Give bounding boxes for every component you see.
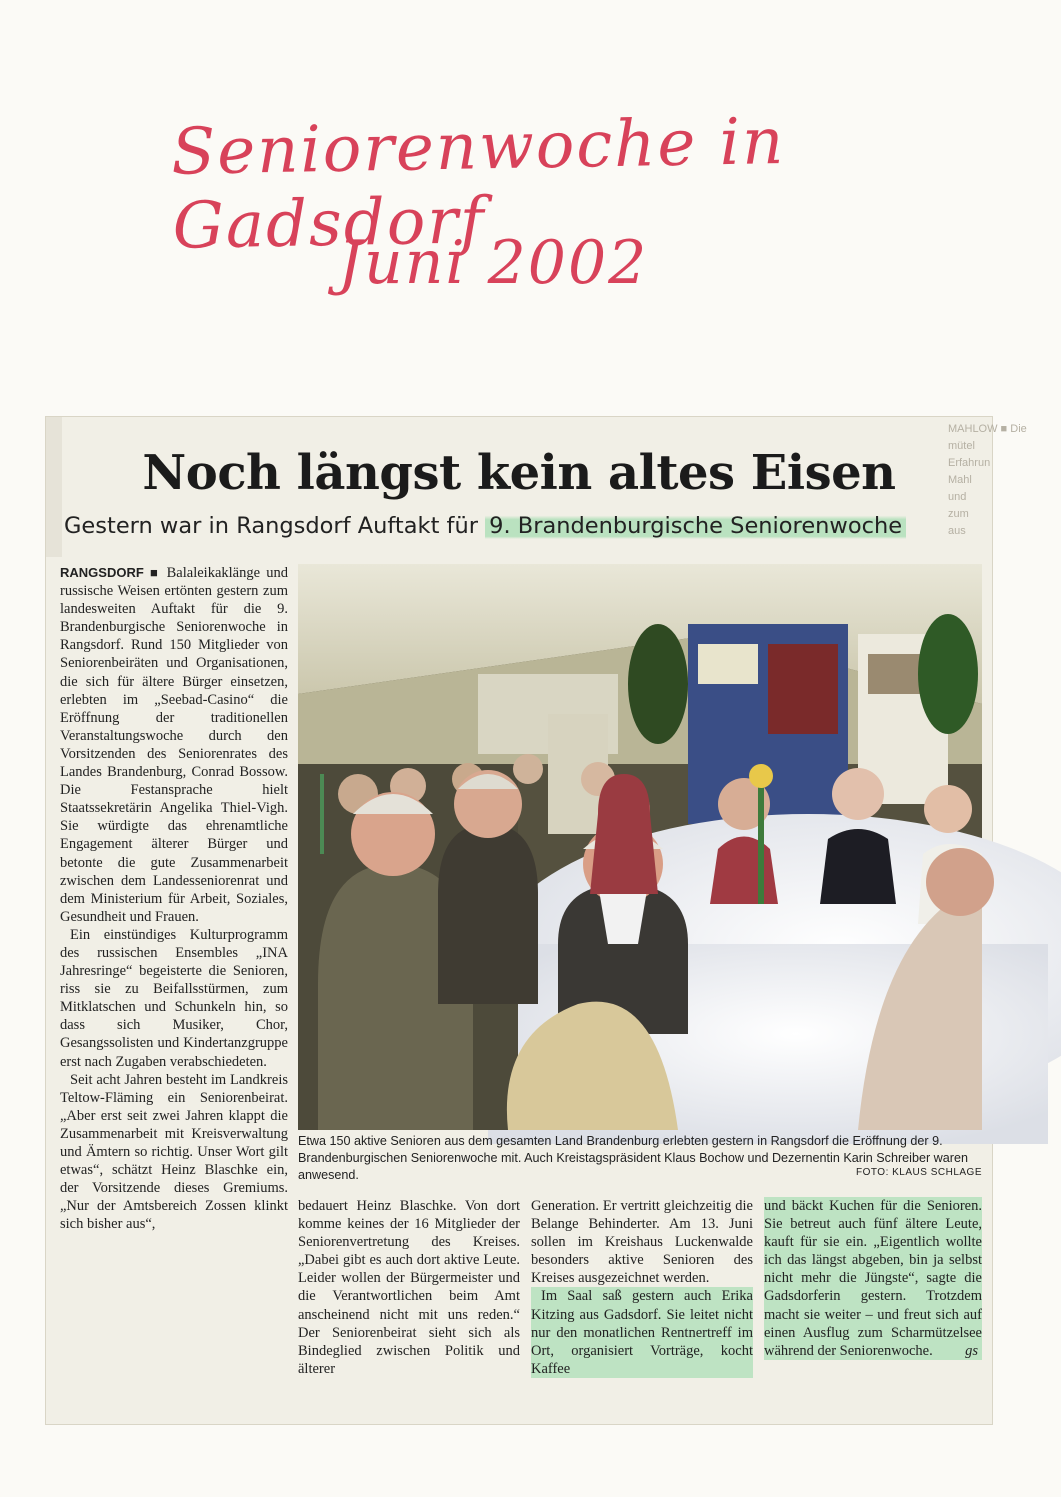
paragraph-6-highlighted: Im Saal saß gestern auch Erika Kitzing aus Gadsdorf. Sie leitet nicht nur den monatlichen Rentnertreff im Ort, organisiert Vorträge, kocht Kaffee xyxy=(531,1288,753,1377)
handwritten-note-title: Seniorenwoche in Gadsdorf xyxy=(170,105,786,264)
photo-senior-audience xyxy=(298,564,982,1130)
paragraph-1: Balaleikaklänge und russische Weisen ertönten gestern zum landesweiten Auftakt für die 9. Brandenburgische Seniorenwoche in Rangsdorf. Rund 150 Mitglieder von Seniorenbeiräten und Organisationen, die sich für ältere Bürger einsetzen, erlebten im „Seebad-Casino“ die Eröffnung der traditionellen Veranstaltungswoche durch den Vorsitzenden des Seniorenrates des Landes Brandenburg, Conrad Bossow. Die Festansprache hielt Staatssekretärin Angelika Thiel-Vigh. Sie würdigte das ehrenamtliche Engagement älterer Bürger und betonte die gute Zusammenarbeit zwischen dem Landesseniorenrat und dem Ministerium für Arbeit, Soziales, Gesundheit und Frauen. xyxy=(60,565,289,925)
handwritten-note-date: Juni 2002 xyxy=(338,228,649,298)
subheadline-text: Gestern war in Rangsdorf Auftakt für xyxy=(64,513,478,539)
article-column-2 xyxy=(298,1197,520,1378)
adjacent-text-line: zum xyxy=(948,508,969,520)
paragraph-3: Seit acht Jahren besteht im Landkreis Teltow-Fläming ein Seniorenbeirat. „Aber erst seit zwei Jahren klappt die Zusammenarbeit mit Kreisverwaltung und Ämtern so richtig. Unser Wort gilt etwas“, schätzt Heinz Blaschke ein, der Vorsitzende dieses Gremiums. „Nur der Amtsbereich Zossen klinkt sich bisher aus“, xyxy=(60,1071,288,1233)
paragraph-7: und bäckt Kuchen für die Senioren. Sie betreut auch fünf ältere Leute, kauft für sie ein. „Eigentlich wollte ich das längst abgeben, bin ja selbst nicht mehr die Jüngste“, sagte die Gadsdorferin gestern. Trotzdem macht sie weiter – und freut sich auf einen Ausflug zum Scharmützelsee während der Seniorenwoche. xyxy=(764,1198,982,1359)
article-column-1 xyxy=(60,564,288,1233)
article-headline: Noch längst kein altes Eisen xyxy=(142,445,896,501)
paragraph-4: bedauert Heinz Blaschke. Von dort komme keines der 16 Mitglieder der Seniorenvertretung des Kreises. „Dabei gibt es auch dort aktive Leute. Leider wollen der Bürgermeister und die Verantwortlichen beim Amt anscheinend nicht mit uns reden.“ Der Seniorenbeirat sieht sich als Bindeglied zwischen Politik und älterer xyxy=(298,1198,520,1377)
photo-credit: FOTO: KLAUS SCHLAGE xyxy=(855,1167,982,1178)
adjacent-text-line: MAHLOW ■ Die xyxy=(948,423,1027,435)
adjacent-article-fragment xyxy=(946,417,1027,1424)
photo-caption: Etwa 150 aktive Senioren aus dem gesamten Land Brandenburg erlebten gestern in Rangsdorf die Eröffnung der 9. Brandenburgischen Seniorenwoche mit. Auch Kreistagspräsident Klaus Bochow und Dezernentin Karin Schreiber waren anwesend. xyxy=(298,1134,968,1182)
subheadline-highlight: 9. Brandenburgische Seniorenwoche xyxy=(485,513,906,539)
article-photo xyxy=(298,564,982,1130)
article-column-3 xyxy=(531,1197,753,1378)
adjacent-article-text xyxy=(948,417,1027,1428)
paragraph-5: Generation. Er vertritt gleichzeitig die Belange Behinderter. Am 13. Juni sollen im Kreishaus Luckenwalde besonders aktive Senioren des Kreises ausgezeichnet werden. xyxy=(531,1198,753,1287)
adjacent-text-line: Erfahrun xyxy=(948,457,991,469)
newspaper-clipping xyxy=(46,417,1027,1424)
adjacent-text-line: mütel xyxy=(948,440,975,452)
dateline: RANGSDORF ■ xyxy=(60,565,161,580)
article-subheadline xyxy=(64,513,906,539)
author-initials: gs xyxy=(965,1342,978,1359)
paragraph-2: Ein einstündiges Kulturprogramm des russischen Ensembles „INA Jahresringe“ begeisterte die Senioren, riss sie zu Beifallsstürmen, zum Mitklatschen und Schunkeln hin, so dass sich Musiker, Chor, Gesangssolisten und Kindertanzgruppe erst nach Zugaben verabschiedeten. xyxy=(60,926,288,1070)
adjacent-text-line: aus xyxy=(948,525,966,537)
adjacent-text-line: Mahl xyxy=(948,474,972,486)
adjacent-text-line: und xyxy=(948,491,967,503)
